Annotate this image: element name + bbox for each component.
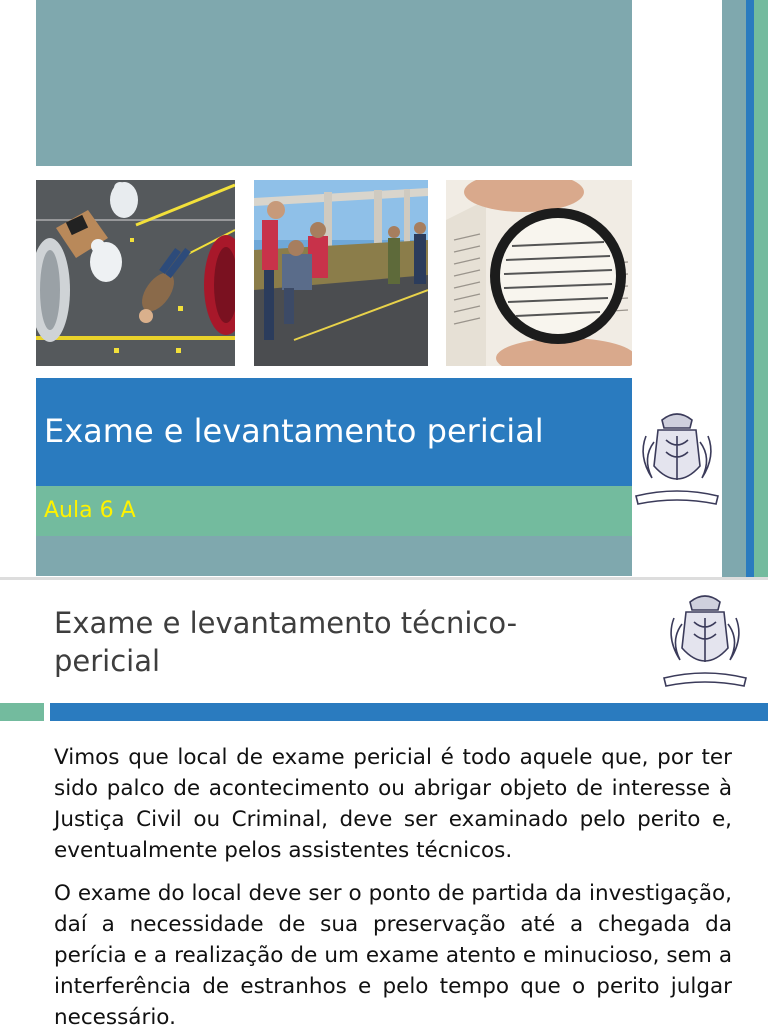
right-decor-strip-green bbox=[754, 0, 768, 577]
slide-2-title: Exame e levantamento técnico-pericial bbox=[54, 606, 518, 678]
institution-crest-icon bbox=[632, 406, 722, 510]
title-bar bbox=[36, 378, 632, 486]
section-bar-accent bbox=[0, 703, 44, 721]
bottom-color-band bbox=[36, 536, 632, 576]
magnifying-glass-photo bbox=[446, 180, 632, 366]
top-color-band bbox=[36, 0, 632, 166]
slide-divider bbox=[0, 577, 768, 580]
body-paragraph-2: O exame do local deve ser o ponto de partida da investigação, daí a necessidade de sua preservação até a chegada da perícia e a realização de um exame atento e minucioso, sem a interferência de estranhos e pelo tempo que o perito julgar necessário. bbox=[54, 881, 732, 1030]
right-decor-strip bbox=[722, 0, 746, 577]
slide-subtitle: Aula 6 A bbox=[44, 498, 136, 523]
subtitle-bar bbox=[36, 486, 632, 536]
crime-scene-photo bbox=[36, 180, 235, 366]
body-paragraph-1: Vimos que local de exame pericial é todo aquele que, por ter sido palco de acontecimento ou abrigar objeto de interesse à Justiça Civil ou Criminal, deve ser examinado pelo perito e, eventualmente pelos assistentes técnicos. bbox=[54, 745, 732, 863]
institution-crest-icon bbox=[660, 588, 750, 692]
field-investigation-photo bbox=[254, 180, 428, 366]
slide-title: Exame e levantamento pericial bbox=[44, 412, 544, 450]
section-bar bbox=[50, 703, 768, 721]
right-decor-line bbox=[746, 0, 754, 577]
